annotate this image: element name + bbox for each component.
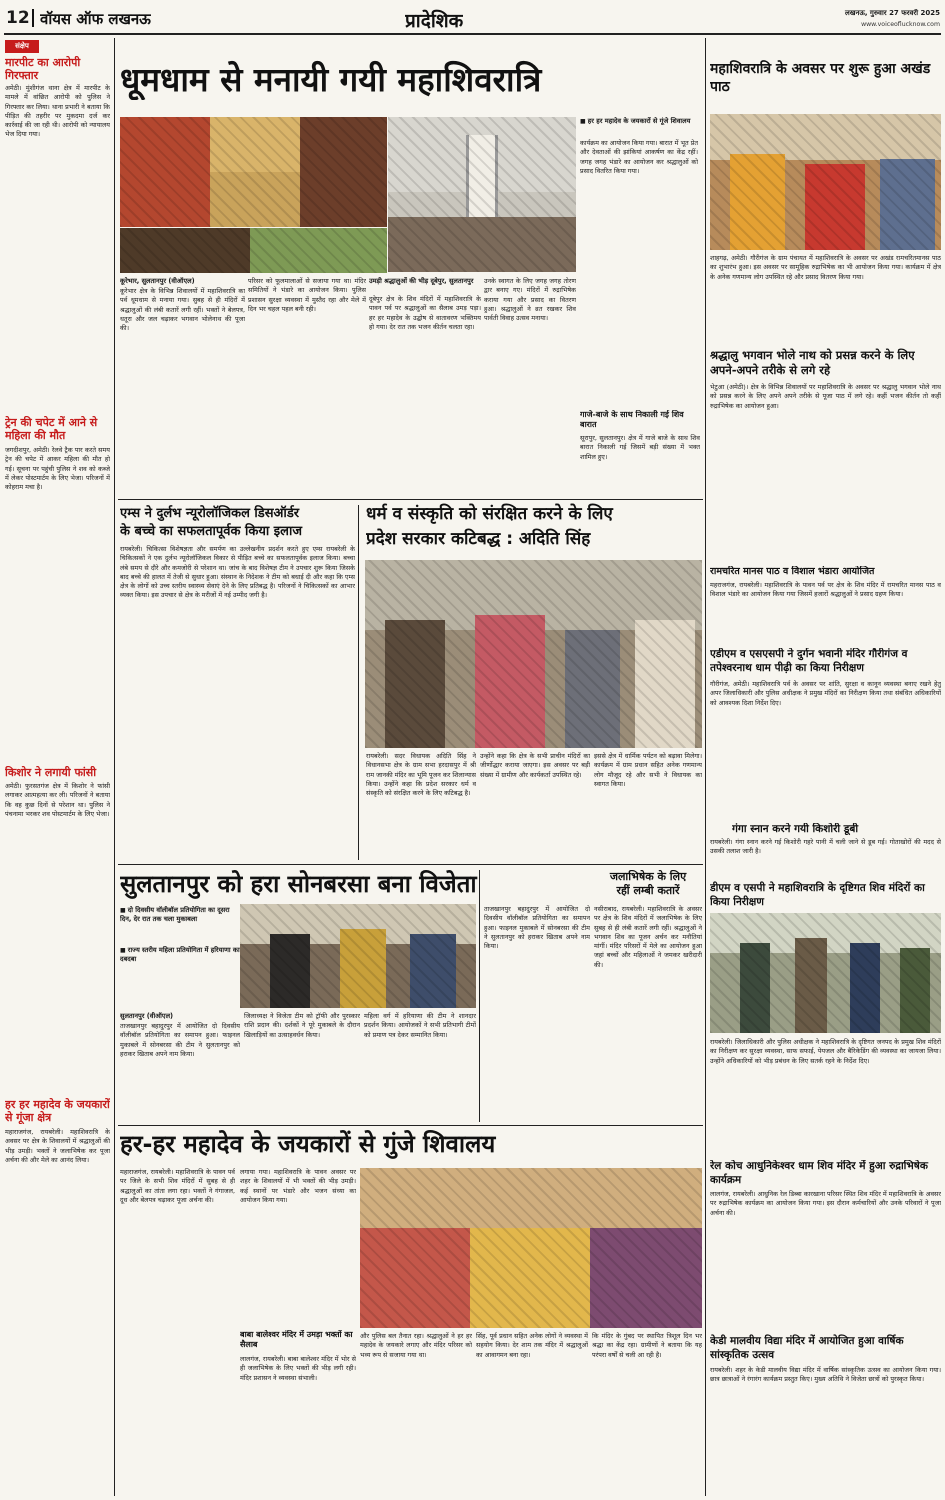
website[interactable]: www.voiceoflucknow.com	[861, 21, 940, 28]
dharm-headline-2: प्रदेश सरकार कटिबद्ध : अदिति सिंह	[366, 529, 591, 549]
gunje-photo-1	[360, 1168, 702, 1328]
right-column	[710, 38, 941, 1496]
adm-title: एडीएम व एसएसपी ने दुर्गन भवानी मंदिर गौरीगंज व तपेश्वरनाथ धाम पीढ़ी का किया निरीक्षण	[710, 648, 908, 674]
dharm-photo	[365, 560, 702, 748]
dharm-col-3: इससे क्षेत्र में धार्मिक पर्यटन को बढ़ावा मिलेगा। कार्यक्रम में ग्राम प्रधान सहित अनेक गणमान्य लोग मौजूद रहे और सभी ने विधायक का स्वागत किया।	[594, 752, 702, 788]
sidebar-item-body: अमेठी। फुरसतगंज क्षेत्र में किशोर ने फांसी लगाकर आत्महत्या कर ली। परिजनों ने बताया कि वह कुछ दिनों से परेशान था। पुलिस ने पंचनामा भरकर शव पोस्टमार्टम के लिए भेजा।	[5, 782, 110, 818]
jal-body: नसीराबाद, रायबरेली। महाशिवरात्रि के अवसर पर क्षेत्र के शिव मंदिरों में जलाभिषेक के लिए सुबह से ही लंबी कतारें लगी रहीं। श्रद्धालुओं ने भगवान शिव का पूजन अर्चन कर मनौतियां मांगीं। मंदिर परिसरों में मेले का आयोजन हुआ जहां बच्चों और महिलाओं ने जमकर खरीदारी की।	[594, 905, 702, 969]
dharm-headline-1: धर्म व संस्कृति को संरक्षित करने के लिए	[366, 504, 613, 524]
date-line: लखनऊ, गुरुवार 27 फरवरी 2025	[844, 9, 940, 17]
jal-headline-2: रहीं लम्बी कतारें	[616, 884, 680, 897]
sports-col-3: महिला वर्ग में हरियाणा की टीम ने शानदार प्रदर्शन किया। आयोजकों ने सभी प्रतिभागी टीमों को प्रमाण पत्र देकर सम्मानित किया।	[364, 1012, 476, 1039]
sports-bullet-1: ■ दो दिवसीय वॉलीबॉल प्रतियोगिता का दूसरा दिन, देर रात तक चला मुकाबला	[120, 906, 240, 924]
lead-caption: ■ हर हर महादेव के जयकारों से गूंजे शिवालय	[580, 117, 698, 126]
sidebar	[5, 38, 112, 1496]
sports-dateline: सुलतानपुर (वीऑएल)	[120, 1012, 174, 1020]
lead-col-6: कार्यक्रम का आयोजन किया गया। बारात में भूत प्रेत और देवताओं की झांकियां आकर्षण का केंद्र रहीं। जगह जगह भंडारे का आयोजन कर श्रद्धालुओं को प्रसाद वितरित किया गया।	[580, 139, 698, 175]
gunje-col-6: कि मंदिर के गुंबद पर स्थापित त्रिशूल दिन भर श्रद्धा का केंद्र रहा। ग्रामीणों ने बताया कि यह परंपरा वर्षों से चली आ रही है।	[592, 1332, 702, 1359]
dm-photo	[710, 913, 941, 1033]
lead-caption-box	[580, 117, 700, 275]
gunje-sub-title: बाबा बालेश्वर मंदिर में उमड़ा भक्तों का सैलाब	[240, 1330, 353, 1349]
sidebar-item-body: जगदीशपुर, अमेठी। रेलवे ट्रैक पार करते समय ट्रेन की चपेट में आकर महिला की मौत हो गई। सूचना पर पहुंची पुलिस ने शव को कब्जे में लेकर पोस्टमार्टम के लिए भेजा। परिजनों में कोहराम मचा है।	[5, 446, 110, 492]
lead-headline: धूमधाम से मनायी गयी महाशिवरात्रि	[120, 60, 542, 99]
dm-body: रायबरेली। जिलाधिकारी और पुलिस अधीक्षक ने महाशिवरात्रि के दृष्टिगत जनपद के प्रमुख शिव मंदिरों का निरीक्षण कर सुरक्षा व्यवस्था, साफ सफाई, पेयजल और बैरिकेडिंग की व्यवस्था का जायजा लिया। उन्होंने अधिकारियों को भीड़ प्रबंधन के लिए सतर्क रहने के निर्देश दिए।	[710, 1038, 941, 1065]
sports-photo	[240, 904, 476, 1008]
gunje-col-5: सिंह, पूर्व प्रधान सहित अनेक लोगों ने व्यवस्था में सहयोग किया। देर शाम तक मंदिर में श्रद्धालुओं का आवागमन बना रहा।	[476, 1332, 588, 1359]
shraddha-title: श्रद्धालु भगवान भोले नाथ को प्रसन्न करने के लिए अपने-अपने तरीके से लगे रहे	[710, 348, 915, 377]
rail-title: रेल कोच आधुनिकेश्वर धाम शिव मंदिर में हुआ रुद्राभिषेक कार्यक्रम	[710, 1160, 928, 1186]
akhand-title: महाशिवरात्रि के अवसर पर शुरू हुआ अखंड पाठ	[710, 61, 931, 95]
akhand-body: शाहगढ़, अमेठी। गौरीगंज के ग्राम पंचायत में महाशिवरात्रि के अवसर पर अखंड रामचरितमानस पाठ का शुभारंभ हुआ। इस अवसर पर सामूहिक रुद्राभिषेक का भी आयोजन किया गया। कार्यक्रम में क्षेत्र के अनेक गणमान्य लोग उपस्थित रहे और प्रसाद वितरण किया गया।	[710, 254, 941, 281]
lead-photo-2	[388, 117, 576, 272]
masthead	[0, 0, 945, 38]
lead-photo-1	[120, 117, 387, 227]
ganga-body: रायबरेली। गंगा स्नान करने गई किशोरी गहरे पानी में चली जाने से डूब गई। गोताखोरों की मदद से उसकी तलाश जारी है।	[710, 838, 941, 856]
lead-col-2: परिसर को फूलमालाओं से सजाया गया था। मंदिर समितियों ने भंडारे का आयोजन किया। पुलिस प्रशासन सुरक्षा व्यवस्था में मुस्तैद रहा और मेले में दिन भर चहल पहल बनी रही।	[248, 277, 366, 313]
gunje-col-4: और पुलिस बल तैनात रहा। श्रद्धालुओं ने हर हर महादेव के जयकारे लगाए और मंदिर परिसर को भव्य रूप से सजाया गया था।	[360, 1332, 472, 1359]
lead-photo-3	[120, 228, 387, 273]
sidebar-item-title: हर हर महादेव के जयकारों से गूंजा क्षेत्र	[5, 1098, 110, 1124]
gunje-col-3: लालगंज, रायबरेली। बाबा बालेश्वर मंदिर में भोर से ही जलाभिषेक के लिए भक्तों की भीड़ लगी रही। मंदिर प्रशासन ने व्यवस्था संभाली।	[240, 1355, 356, 1382]
sidebar-item-title: किशोर ने लगायी फांसी	[5, 766, 97, 779]
sidebar-item-body: महाराजगंज, रायबरेली। महाशिवरात्रि के अवसर पर क्षेत्र के शिवालयों में श्रद्धालुओं की भीड़ उमड़ी। भक्तों ने जलाभिषेक कर पूजा अर्चना की और मेले का आनंद लिया।	[5, 1128, 110, 1164]
ramcharit-title: रामचरित मानस पाठ व विशाल भंडारा आयोजित	[710, 566, 875, 577]
sidebar-item-title: मारपीट का आरोपी गिरफ्तार	[5, 56, 81, 82]
lead-col-5: सूरापुर, सुलतानपुर। क्षेत्र में गाजे बाजे के साथ शिव बारात निकाली गई जिसमें बड़ी संख्या में भक्त शामिल हुए।	[580, 434, 700, 461]
sports-col-1: ताजखानपुर बहादुरपुर में आयोजित दो दिवसीय वॉलीबॉल प्रतियोगिता का समापन हुआ। फाइनल मुकाबले में सोनबरसा की टीम ने सुलतानपुर को हराकर खिताब अपने नाम किया।	[120, 1022, 240, 1058]
adm-body: गौरीगंज, अमेठी। महाशिवरात्रि पर्व के अवसर पर शांति, सुरक्षा व कानून व्यवस्था बनाए रखने हेतु अपर जिलाधिकारी और पुलिस अधीक्षक ने प्रमुख मंदिरों का निरीक्षण किया तथा संबंधित अधिकारियों को आवश्यक दिशा निर्देश दिए।	[710, 680, 941, 707]
gunje-col-1: महाराजगंज, रायबरेली। महाशिवरात्रि के पावन पर्व पर जिले के सभी शिव मंदिरों में सुबह से ही श्रद्धालुओं का तांता लगा रहा। भक्तों ने गंगाजल, दूध और बेलपत्र चढ़ाकर पूजा अर्चना की।	[120, 1168, 235, 1204]
kedi-title: केडी मालवीय विद्या मंदिर में आयोजित हुआ वार्षिक सांस्कृतिक उत्सव	[710, 1335, 904, 1361]
akhand-photo	[710, 114, 941, 250]
rail-body: लालगंज, रायबरेली। आधुनिक रेल डिब्बा कारखाना परिसर स्थित शिव मंदिर में महाशिवरात्रि के अवसर पर रुद्राभिषेक कार्यक्रम का आयोजन किया गया। इस दौरान कर्मचारियों और उनके परिवारों ने पूजा अर्चना की।	[710, 1190, 941, 1217]
kedi-body: रायबरेली। शहर के केडी मालवीय विद्या मंदिर में वार्षिक सांस्कृतिक उत्सव का आयोजन किया गया। छात्र छात्राओं ने रंगारंग कार्यक्रम प्रस्तुत किए। मुख्य अतिथि ने विजेता छात्रों को पुरस्कृत किया।	[710, 1366, 941, 1384]
ramcharit-body: महराजगंज, रायबरेली। महाशिवरात्रि के पावन पर्व पर क्षेत्र के शिव मंदिर में रामचरित मानस पाठ व विशाल भंडारे का आयोजन किया गया जिसमें हजारों श्रद्धालुओं ने प्रसाद ग्रहण किया।	[710, 581, 941, 599]
page-number: 12	[6, 8, 30, 28]
brain-headline-1: एम्स ने दुर्लभ न्यूरोलॉजिकल डिसऑर्डर	[120, 506, 300, 521]
lead-col-4: उनके स्वागत के लिए जगह जगह तोरण द्वार बनाए गए। मंदिरों में रुद्राभिषेक कराया गया और प्रसाद का वितरण हुआ। श्रद्धालुओं ने व्रत रखकर शिव पार्वती विवाह उत्सव मनाया।	[484, 277, 576, 323]
sidebar-label: संक्षेप	[5, 40, 39, 53]
lead-col-5-title: गाजे-बाजे के साथ निकाली गई शिव बारात	[580, 410, 684, 429]
gunje-headline: हर-हर महादेव के जयकारों से गुंजे शिवालय	[120, 1130, 496, 1158]
gunje-col-2: लगाया गया। महाशिवरात्रि के पावन अवसर पर शहर के शिवालयों में भी भक्तों की भीड़ उमड़ी। कई स्थानों पर भंडारे और भजन संध्या का आयोजन किया गया।	[240, 1168, 356, 1204]
dharm-col-1: रायबरेली। सदर विधायक अदिति सिंह ने विधानसभा क्षेत्र के ग्राम सभा हरदासपुर में श्री राम जानकी मंदिर का भूमि पूजन कर शिलान्यास किया। उन्होंने कहा कि प्रदेश सरकार धर्म व संस्कृति को संरक्षित करने के लिए कटिबद्ध है।	[366, 752, 476, 798]
jal-headline-1: जलाभिषेक के लिए	[609, 870, 687, 883]
paper-name: वॉयस ऑफ लखनऊ	[40, 10, 151, 28]
lead-col-1: कूरेभार क्षेत्र के विभिन्न शिवालयों में महाशिवरात्रि का पर्व धूमधाम से मनाया गया। सुबह से ही मंदिरों में श्रद्धालुओं की लंबी कतारें लगी रहीं। भक्तों ने बेलपत्र, धतूरा और जल चढ़ाकर भगवान भोलेनाथ की पूजा की।	[120, 287, 245, 333]
shraddha-body: भेटुआ (अमेठी)। क्षेत्र के विभिन्न शिवालयों पर महाशिवरात्रि के अवसर पर श्रद्धालु भगवान भोले नाथ को प्रसन्न करने के लिए अपने अपने तरीके से पूजा पाठ में लगे रहे। कहीं भजन कीर्तन तो कहीं रुद्राभिषेक का आयोजन हुआ।	[710, 383, 941, 410]
lead-dateline-2: उमड़ी श्रद्धालुओं की भीड़ दूबेपुर, सुलतानपुर	[369, 277, 474, 285]
sports-headline: सुलतानपुर को हरा सोनबरसा बना विजेता	[120, 870, 477, 898]
lead-col-3: दूबेपुर क्षेत्र के शिव मंदिरों में महाशिवरात्रि के पावन पर्व पर श्रद्धालुओं का सैलाब उमड़ पड़ा। हर हर महादेव के उद्घोष से वातावरण भक्तिमय हो गया। देर रात तक भजन कीर्तन चलता रहा।	[369, 295, 481, 331]
lead-dateline-1: कूरेभार, सुलतानपुर (वीऑएल)	[120, 277, 195, 285]
brain-body: रायबरेली। चिकित्सा विशेषज्ञता और समर्पण का उल्लेखनीय प्रदर्शन करते हुए एम्स रायबरेली के चिकित्सकों ने एक दुर्लभ न्यूरोलॉजिकल विकार से पीड़ित बच्चे का सफलतापूर्वक इलाज किया। बच्चा लंबे समय से दौरे और कमजोरी से परेशान था। जांच के बाद विशेषज्ञ टीम ने उपचार शुरू किया जिसके बाद बच्चे की हालत में तेजी से सुधार हुआ। संस्थान के निदेशक ने टीम को बधाई दी और कहा कि एम्स क्षेत्र के लोगों को उच्च स्तरीय स्वास्थ्य सेवाएं देने के लिए प्रतिबद्ध है। परिजनों ने चिकित्सकों का आभार व्यक्त किया। इस उपचार से क्षेत्र के मरीजों में नई उम्मीद जगी है।	[120, 545, 355, 600]
ganga-title: गंगा स्नान करने गयी किशोरी डूबी	[732, 823, 859, 835]
sports-col-2: जिलाध्यक्ष ने विजेता टीम को ट्रॉफी और पुरस्कार राशि प्रदान की। दर्शकों ने पूरे मुकाबले के दौरान खिलाड़ियों का उत्साहवर्धन किया।	[244, 1012, 360, 1039]
dharm-col-2: उन्होंने कहा कि क्षेत्र के सभी प्राचीन मंदिरों का जीर्णोद्धार कराया जाएगा। इस अवसर पर बड़ी संख्या में ग्रामीण और कार्यकर्ता उपस्थित रहे।	[480, 752, 590, 779]
sidebar-item-body: अमेठी। मुंशीगंज थाना क्षेत्र में मारपीट के मामले में वांछित आरोपी को पुलिस ने गिरफ्तार कर लिया। थाना प्रभारी ने बताया कि पीड़ित की तहरीर पर मुकदमा दर्ज कर कार्रवाई की जा रही थी। आरोपी को न्यायालय भेज दिया गया।	[5, 84, 110, 139]
sports-bullet-2: ■ राज्य स्तरीय महिला प्रतियोगिता में हरियाणा का दबदबा	[120, 946, 240, 964]
dm-title: डीएम व एसपी ने महाशिवरात्रि के दृष्टिगत शिव मंदिरों का किया निरीक्षण	[710, 882, 925, 908]
brain-headline-2: के बच्चे का सफलतापूर्वक किया इलाज	[120, 524, 303, 539]
sidebar-item-title: ट्रेन की चपेट में आने से महिला की मौत	[5, 416, 98, 442]
sports-col-4: ताजखानपुर बहादुरपुर में आयोजित दो दिवसीय वॉलीबॉल प्रतियोगिता का समापन हुआ। फाइनल मुकाबले में सोनबरसा की टीम ने सुलतानपुर को हराकर खिताब अपने नाम किया।	[484, 905, 590, 951]
section-title: प्रादेशिक	[405, 10, 464, 32]
